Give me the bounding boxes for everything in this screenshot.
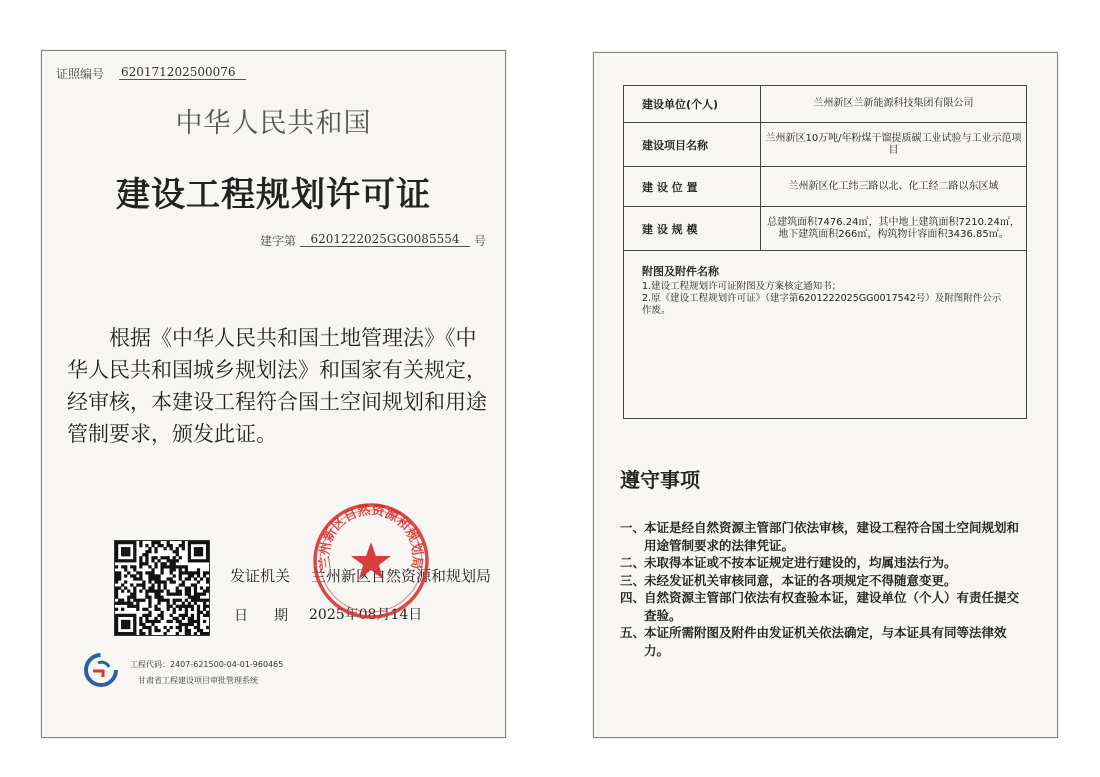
attachments-title: 附图及附件名称 xyxy=(642,265,719,278)
table-row xyxy=(624,86,1026,123)
issue-date-value: 2025年08月14日 xyxy=(309,607,423,623)
permit-number-suffix: 号 xyxy=(474,234,487,248)
list-item: 二、 未取得本证或不按本证规定进行建设的，均属违法行为。 xyxy=(620,555,957,570)
table-row xyxy=(624,207,1026,251)
project-info-table xyxy=(623,85,1027,419)
gansu-approval-logo-icon xyxy=(84,653,118,687)
attachment-item: 1.建设工程规划许可证附图及方案核定通知书； xyxy=(642,281,842,292)
cert-number-value: 620171202500076 xyxy=(119,65,246,80)
table-row xyxy=(624,123,1026,167)
certificate-back-page xyxy=(593,52,1058,738)
seal-text: 兰州新区自然资源和规划局 xyxy=(317,503,425,571)
permit-number-value: 6201222025GG0085554 xyxy=(300,232,470,247)
attachments-list xyxy=(642,281,1007,317)
location-value: 兰州新区化工纬三路以北、化工经二路以东区域 xyxy=(788,180,999,192)
scale-value: 总建筑面积7476.24㎡，其中地上建筑面积7210.24㎡，地下建筑面积266㎡，构筑物计容面积3436.85㎡。 xyxy=(767,216,1020,240)
list-item: 一、 本证是经自然资源主管部门依法审核，建设工程符合国土空间规划和用途管制要求的法律凭证。 xyxy=(620,520,1020,553)
permit-number-prefix: 建字第 xyxy=(260,234,297,248)
certificate-front-page xyxy=(41,50,506,738)
issue-date-label: 日期 xyxy=(234,608,314,624)
list-item: 四、 自然资源主管部门依法有权查验本证，建设单位（个人）有责任提交查验。 xyxy=(620,590,1020,623)
cert-number-label: 证照编号 xyxy=(56,67,105,81)
notes-title: 遵守事项 xyxy=(620,468,700,492)
system-name: 甘肃省工程建设项目审批管理系统 xyxy=(138,676,258,685)
unit-label: 建设单位(个人) xyxy=(624,86,761,122)
issuer-label: 发证机关 xyxy=(230,567,291,585)
project-code: 工程代码：2407-621500-04-01-960465 xyxy=(130,660,284,669)
issuer-value: 兰州新区自然资源和规划局 xyxy=(311,567,492,585)
scale-label: 建 设 规 模 xyxy=(624,207,761,250)
document-title: 建设工程规划许可证 xyxy=(116,175,431,215)
list-item: 三、 未经发证机关审核同意，本证的各项规定不得随意变更。 xyxy=(620,572,957,588)
qr-code-icon[interactable] xyxy=(114,540,210,636)
location-label: 建 设 位 置 xyxy=(624,167,761,206)
unit-value: 兰州新区兰新能源科技集团有限公司 xyxy=(813,98,974,109)
table-row xyxy=(624,167,1026,207)
list-item: 五、 本证所需附图及附件由发证机关依法确定，与本证具有同等法律效力。 xyxy=(620,625,1007,658)
issuance-statement: 根据《中华人民共和国土地管理法》《中华人民共和国城乡规划法》和国家有关规定，经审核，本建设工程符合国土空间规划和用途管制要求，颁发此证。 xyxy=(67,326,487,446)
notes-list xyxy=(620,519,1030,659)
project-label: 建设项目名称 xyxy=(624,123,761,166)
project-value: 兰州新区10万吨/年粉煤干馏提质碳工业试验与工业示范项目 xyxy=(765,132,1022,156)
official-seal-icon xyxy=(312,502,430,620)
attachment-item: 2.原《建设工程规划许可证》（建字第6201222025GG0017542号）及附图附件公示作废。 xyxy=(642,293,1002,316)
country-name: 中华人民共和国 xyxy=(175,108,372,139)
